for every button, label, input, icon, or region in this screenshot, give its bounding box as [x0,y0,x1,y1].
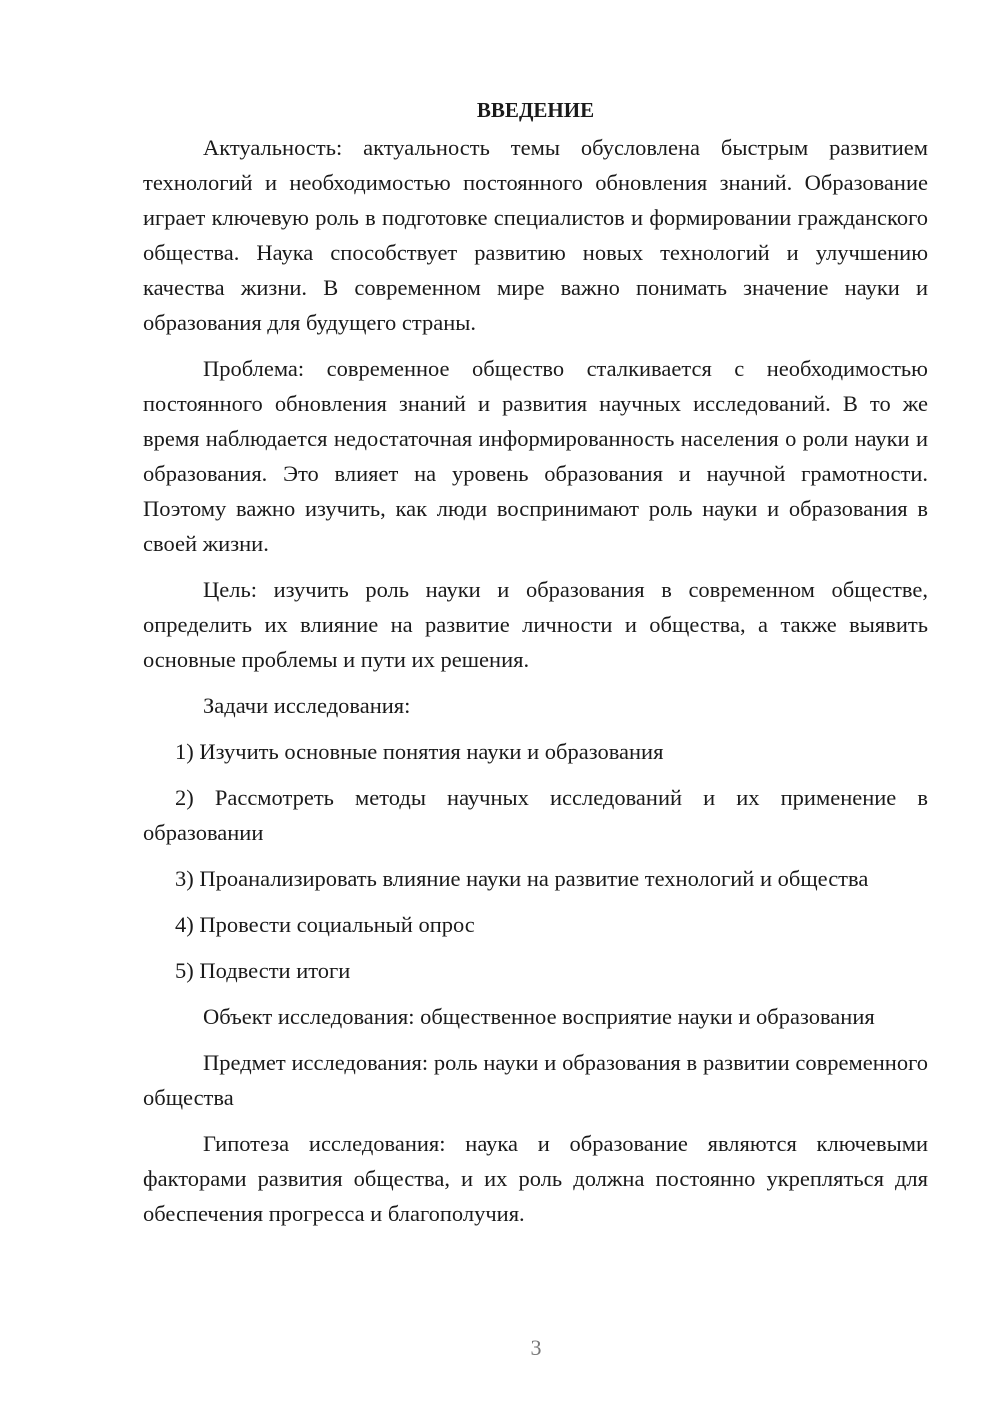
page-title: ВВЕДЕНИЕ [476,98,595,122]
paragraph-goal: Цель: изучить роль науки и образования в современном обществе, определить их влияние на развитие личности и общества, а также выявить основные проблемы и пути их решения. [143,577,928,672]
paragraph-subject: Предмет исследования: роль науки и образования в развитии современного общества [143,1050,928,1110]
paragraph-hypothesis: Гипотеза исследования: наука и образование являются ключевыми факторами развития общества, и их роль должна постоянно укрепляться для обеспечения прогресса и благополучия. [143,1131,928,1226]
list-item: 2) Рассмотреть методы научных исследований и их применение в образовании [143,785,928,845]
page-body [143,92,928,1242]
list-item: 1) Изучить основные понятия науки и образования [175,739,664,764]
paragraph-problem: Проблема: современное общество сталкивается с необходимостью постоянного обновления знаний и развития научных исследований. В то же время наблюдается недостаточная информированность населения о роли науки и образования. Это влияет на уровень образования и научной грамотности. Поэтому важно изучить, как люди воспринимают роль науки и образования в своей жизни. [143,356,928,556]
paragraph-object: Объект исследования: общественное восприятие науки и образования [203,1004,875,1029]
list-item: 3) Проанализировать влияние науки на развитие технологий и общества [175,866,869,891]
paragraph-relevance: Актуальность: актуальность темы обусловлена быстрым развитием технологий и необходимостью постоянного обновления знаний. Образование играет ключевую роль в подготовке специалистов и формировании гражданского общества. Наука способствует развитию новых технологий и улучшению качества жизни. В современном мире важно понимать значение науки и образования для будущего страны. [143,135,928,335]
tasks-heading: Задачи исследования: [203,693,411,718]
page-number: 3 [530,1335,542,1360]
list-item: 5) Подвести итоги [175,958,351,983]
list-item: 4) Провести социальный опрос [175,912,475,937]
